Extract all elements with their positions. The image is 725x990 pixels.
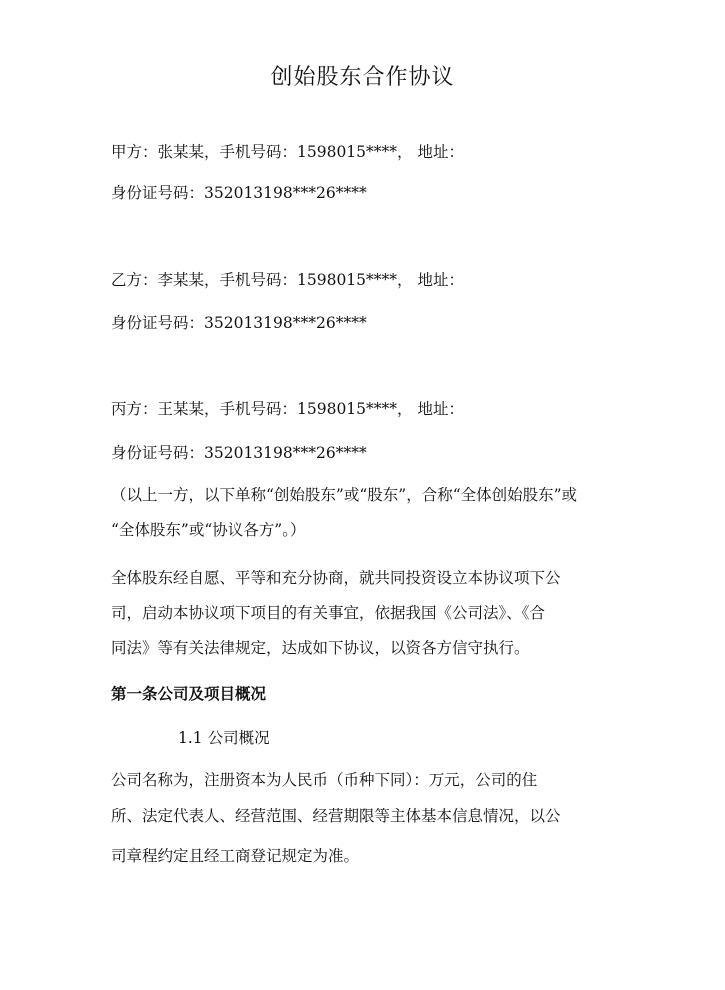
article-1-para-line-1: 公司名称为，注册资本为人民币（币种下同）：万元，公司的住 (111, 771, 538, 789)
document-title: 创始股东合作协议 (270, 65, 455, 90)
intro-line-3: 同法》等有关法律规定，达成如下协议，以资各方信守执行。 (111, 639, 530, 657)
article-1-para-line-3: 司章程约定且经工商登记规定为准。 (111, 847, 360, 865)
party-b-id: 身份证号码：352013198***26**** (111, 314, 367, 332)
party-a-id: 身份证号码：352013198***26**** (111, 184, 367, 202)
definition-note-line-1: （以上一方，以下单称“创始股东”或“股东”，合称“全体创始股东”或 (111, 486, 578, 504)
party-c-info: 丙方：王某某，手机号码：1598015****， 地址： (111, 400, 464, 418)
definition-note-line-2: “全体股东”或“协议各方”。） (111, 521, 306, 539)
intro-line-2: 司，启动本协议项下项目的有关事宜，依据我国《公司法》、《合 (111, 604, 546, 622)
article-1-heading: 第一条公司及项目概况 (111, 684, 267, 703)
party-c-id: 身份证号码：352013198***26**** (111, 444, 367, 462)
article-1-para-line-2: 所、法定代表人、经营范围、经营期限等主体基本信息情况，以公 (111, 807, 561, 825)
section-1-1-heading: 1.1 公司概况 (178, 729, 270, 747)
party-b-info: 乙方：李某某，手机号码：1598015****， 地址： (111, 271, 464, 289)
intro-line-1: 全体股东经自愿、平等和充分协商，就共同投资设立本协议项下公 (111, 569, 561, 587)
party-a-info: 甲方：张某某，手机号码：1598015****， 地址： (111, 143, 464, 161)
